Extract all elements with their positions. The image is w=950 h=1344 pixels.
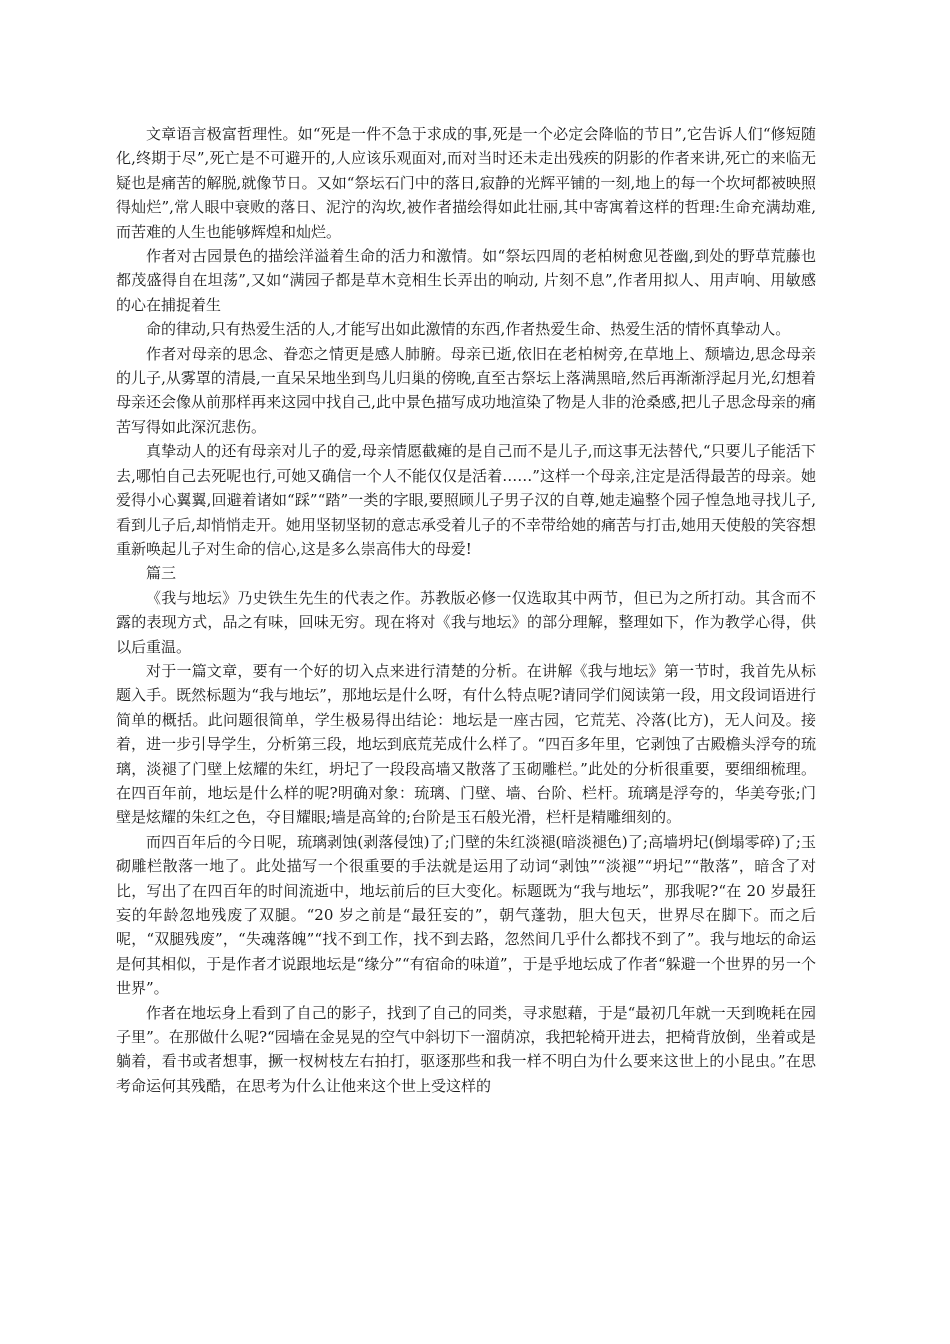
paragraph-love-of-life: 命的律动,只有热爱生活的人,才能写出如此激情的东西,作者热爱生命、热爱生活的情怀真挚动人。	[146, 320, 791, 339]
paragraph-garden-scenery: 作者对古园景色的描绘洋溢着生命的活力和激情。如“祭坛四周的老柏树愈见苍幽,到处的野草荒藤也都茂盛得自在坦荡”,又如“满园子都是草木竞相生长弄出的响动, 片刻不息”,作者用拟人、用声响、用敏感的心在捕捉着生	[116, 247, 816, 314]
section-title: 篇三	[146, 564, 177, 583]
document-body	[116, 122, 816, 1098]
paragraph-solace-in-garden: 作者在地坛身上看到了自己的影子，找到了自己的同类，寻求慰藉，于是“最初几年就一天到晚耗在园子里”。在那做什么呢?“园墙在金晃晃的空气中斜切下一溜荫凉，我把轮椅开进去，把椅背放倒，坐着或是躺着，看书或者想事，撅一杈树枝左右拍打，驱逐那些和我一样不明白为什么要来这世上的小昆虫。”在思考命运何其残酷，在思考为什么让他来这个世上受这样的	[116, 1003, 816, 1095]
paragraph-missing-mother: 作者对母亲的思念、眷恋之情更是感人肺腑。母亲已逝,依旧在老柏树旁,在草地上、颓墙边,思念母亲的儿子,从雾罩的清晨,一直呆呆地坐到鸟儿归巢的傍晚,直至古祭坛上落满黑暗,然后再渐渐浮起月光,幻想着母亲还会像从前那样再来这园中找自己,此中景色描写成功地渲染了物是人非的沧桑感,把儿子思念母亲的痛苦写得如此深沉悲伤。	[116, 344, 816, 436]
paragraph-four-hundred-years: 而四百年后的今日呢，琉璃剥蚀(剥落侵蚀)了;门壁的朱红淡褪(暗淡褪色)了;高墙坍圮(倒塌零碎)了;玉砌雕栏散落一地了。此处描写一个很重要的手法就是运用了动词“剥蚀”“淡褪”“坍圮”“散落”，暗含了对比，写出了在四百年的时间流逝中，地坛前后的巨大变化。标题既为“我与地坛”，那我呢?“在 20 岁最狂妄的年龄忽地残废了双腿。“20 岁之前是“最狂妄的”，朝气蓬勃，胆大包天，世界尽在脚下。而之后呢，“双腿残废”，“失魂落魄”“找不到工作，找不到去路，忽然间几乎什么都找不到了”。我与地坛的命运是何其相似，于是作者才说跟地坛是“缘分”“有宿命的味道”，于是乎地坛成了作者“躲避一个世界的另一个世界”。	[116, 832, 816, 998]
paragraph-intro: 《我与地坛》乃史铁生先生的代表之作。苏教版必修一仅选取其中两节，但已为之所打动。其含而不露的表现方式，品之有味，回味无穷。现在将对《我与地坛》的部分理解，整理如下，作为教学心得，供以后重温。	[116, 588, 816, 656]
paragraph-philosophy: 文章语言极富哲理性。如“死是一件不急于求成的事,死是一个必定会降临的节日”,它告诉人们“修短随化,终期于尽”,死亡是不可避开的,人应该乐观面对,而对当时还未走出残疾的阴影的作者来讲,死亡的来临无疑也是痛苦的解脱,就像节日。又如“祭坛石门中的落日,寂静的光辉平铺的一刻,地上的每一个坎坷都被映照得灿烂”,常人眼中衰败的落日、泥泞的沟坎,被作者描绘得如此壮丽,其中寄寓着这样的哲理:生命充满劫难,而苦难的人生也能够辉煌和灿烂。	[116, 125, 816, 241]
paragraph-mother-love: 真挚动人的还有母亲对儿子的爱,母亲情愿截瘫的是自己而不是儿子,而这事无法替代,“只要儿子能活下去,哪怕自己去死呢也行,可她又确信一个人不能仅仅是活着……”这样一个母亲,注定是活得最苦的母亲。她爱得小心翼翼,回避着诸如“踩”“踏”一类的字眼,要照顾儿子男子汉的自尊,她走遍整个园子惶急地寻找儿子,看到儿子后,却悄悄走开。她用坚韧坚韧的意志承受着儿子的不幸带给她的痛苦与打击,她用天使般的笑容想重新唤起儿子对生命的信心,这是多么崇高伟大的母爱!	[116, 442, 816, 558]
paragraph-title-analysis: 对于一篇文章，要有一个好的切入点来进行清楚的分析。在讲解《我与地坛》第一节时，我首先从标题入手。既然标题为“我与地坛”，那地坛是什么呀，有什么特点呢?请同学们阅读第一段，用文段词语进行简单的概括。此问题很简单，学生极易得出结论：地坛是一座古园，它荒芜、冷落(比方)，无人问及。接着，进一步引导学生，分析第三段，地坛到底荒芜成什么样了。“四百多年里，它剥蚀了古殿檐头浮夸的琉璃，淡褪了门壁上炫耀的朱红，坍圮了一段段高墙又散落了玉砌雕栏。”此处的分析很重要，要细细梳理。在四百年前，地坛是什么样的呢?明确对象：琉璃、门壁、墙、台阶、栏杆。琉璃是浮夸的，华美夸张;门壁是炫耀的朱红之色，夺目耀眼;墙是高耸的;台阶是玉石般光滑，栏杆是精雕细刻的。	[116, 661, 816, 827]
